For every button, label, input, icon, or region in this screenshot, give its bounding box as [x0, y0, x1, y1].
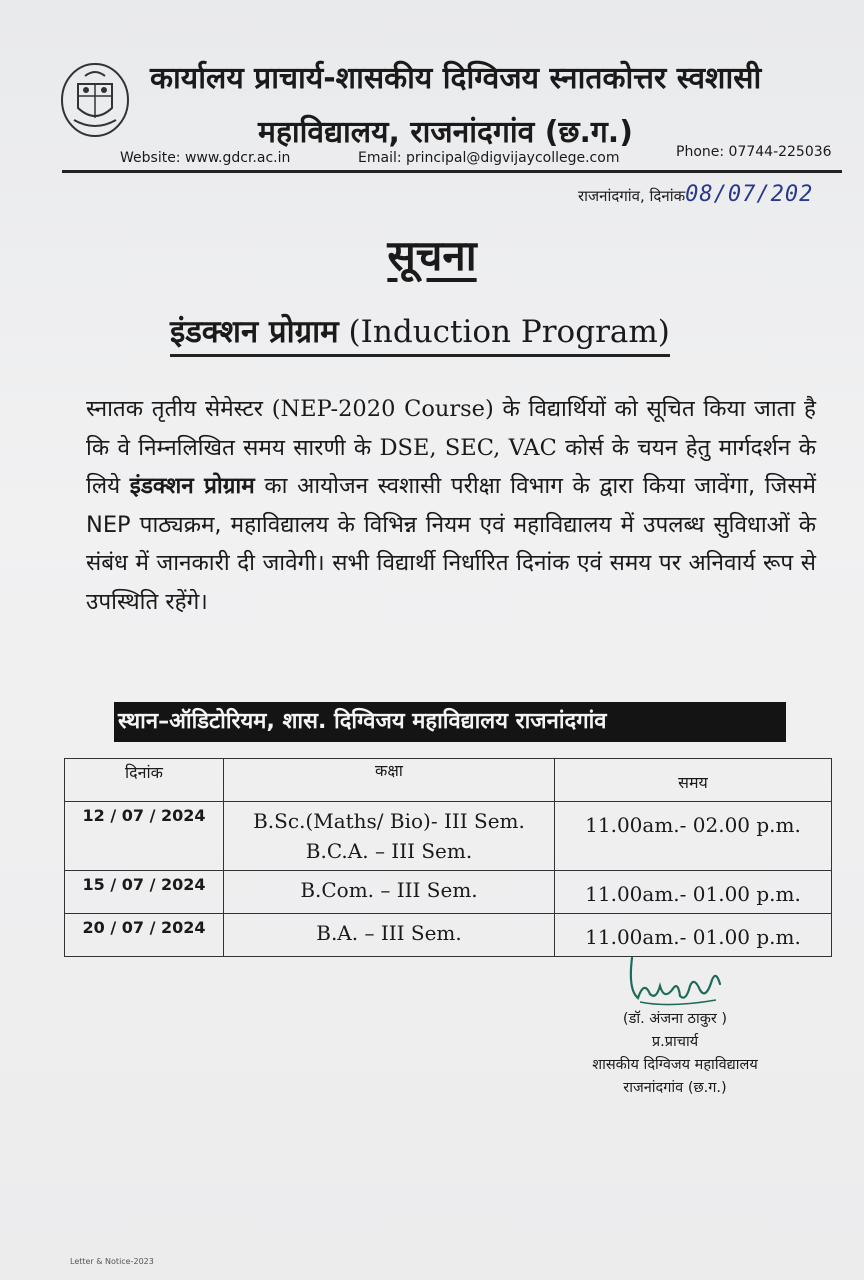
row-class: B.A. – III Sem. — [224, 914, 555, 957]
notice-body — [86, 390, 816, 622]
header-time: समय — [555, 759, 832, 802]
header-date: दिनांक — [65, 759, 224, 802]
letterhead-line1: कार्यालय प्राचार्य-शासकीय दिग्विजय स्नातकोत्तर स्वशासी — [150, 61, 762, 96]
date-value: 08/07/202 — [685, 182, 814, 207]
header-class: कक्षा — [224, 759, 555, 802]
website-text: Website: www.gdcr.ac.in — [120, 150, 291, 166]
date-prefix: राजनांदगांव, दिनांक — [578, 187, 686, 205]
signatory-name: (डॉ. अंजना ठाकुर ) — [622, 1011, 728, 1027]
row-time: 11.00am.- 02.00 p.m. — [555, 802, 832, 871]
schedule-table — [64, 758, 832, 957]
row-class — [224, 802, 555, 871]
row-class: B.Com. – III Sem. — [224, 871, 555, 914]
row-date: 12 / 07 / 2024 — [65, 802, 224, 871]
signatory-city: राजनांदगांव (छ.ग.) — [623, 1080, 727, 1096]
row-date: 15 / 07 / 2024 — [65, 871, 224, 914]
body-nep: NEP — [86, 511, 131, 538]
body-course: (NEP-2020 Course) — [271, 396, 494, 422]
subtitle-hindi: इंडक्शन प्रोग्राम — [170, 314, 339, 350]
notice-title — [0, 226, 864, 283]
body-text: पाठ्यक्रम, महाविद्यालय के विभिन्न नियम एवं महाविद्यालय में उपलब्ध सुविधाओं के संबंध में जानकारी दी जावेगी। सभी विद्यार्थी निर्धारित दिनांक एवं समय पर अनिवार्य रूप से उपस्थिति रहेंगे। — [86, 511, 816, 615]
signatory-college: शासकीय दिग्विजय महाविद्यालय — [592, 1057, 758, 1073]
body-text: स्नातक तृतीय सेमेस्टर — [86, 396, 272, 422]
signatory-designation: प्र.प्राचार्य — [651, 1034, 699, 1050]
row-time: 11.00am.- 01.00 p.m. — [555, 871, 832, 914]
table-header-row — [65, 759, 832, 802]
row-class-line: B.C.A. – III Sem. — [305, 839, 473, 863]
body-program-bold: इंडक्शन प्रोग्राम — [129, 473, 255, 500]
college-emblem-icon — [60, 62, 130, 138]
subtitle-english: (Induction Program) — [348, 314, 670, 350]
body-text: कोर्स के चयन हेतु मार्गदर्शन के लिये — [86, 434, 816, 500]
row-time: 11.00am.- 01.00 p.m. — [555, 914, 832, 957]
notice-subtitle — [170, 310, 670, 357]
table-row — [65, 802, 832, 871]
letterhead-divider — [62, 170, 842, 173]
body-text: का आयोजन स्वशासी परीक्षा विभाग के द्वारा किया जावेंगा, जिसमें — [254, 473, 816, 500]
table-row — [65, 871, 832, 914]
email-text: Email: principal@digvijaycollege.com — [358, 150, 620, 166]
row-date: 20 / 07 / 2024 — [65, 914, 224, 957]
signature-block — [560, 1008, 790, 1100]
letterhead-line2: महाविद्यालय, राजनांदगांव (छ.ग.) — [258, 115, 633, 150]
date-line — [578, 182, 813, 207]
footer-code: Letter & Notice-2023 — [70, 1257, 154, 1266]
body-courses: DSE, SEC, VAC — [379, 434, 557, 461]
venue-bar: स्थान–ऑडिटोरियम, शास. दिग्विजय महाविद्यालय राजनांदगांव — [114, 702, 786, 742]
phone-text: Phone: 07744-225036 — [676, 144, 832, 160]
notice-title-text: सूचना — [387, 231, 477, 280]
row-class-line: B.Sc.(Maths/ Bio)- III Sem. — [253, 809, 525, 833]
body-text: के विद्यार्थियों को सूचित किया जाता है कि वे निम्नलिखित समय सारणी के — [86, 396, 816, 461]
